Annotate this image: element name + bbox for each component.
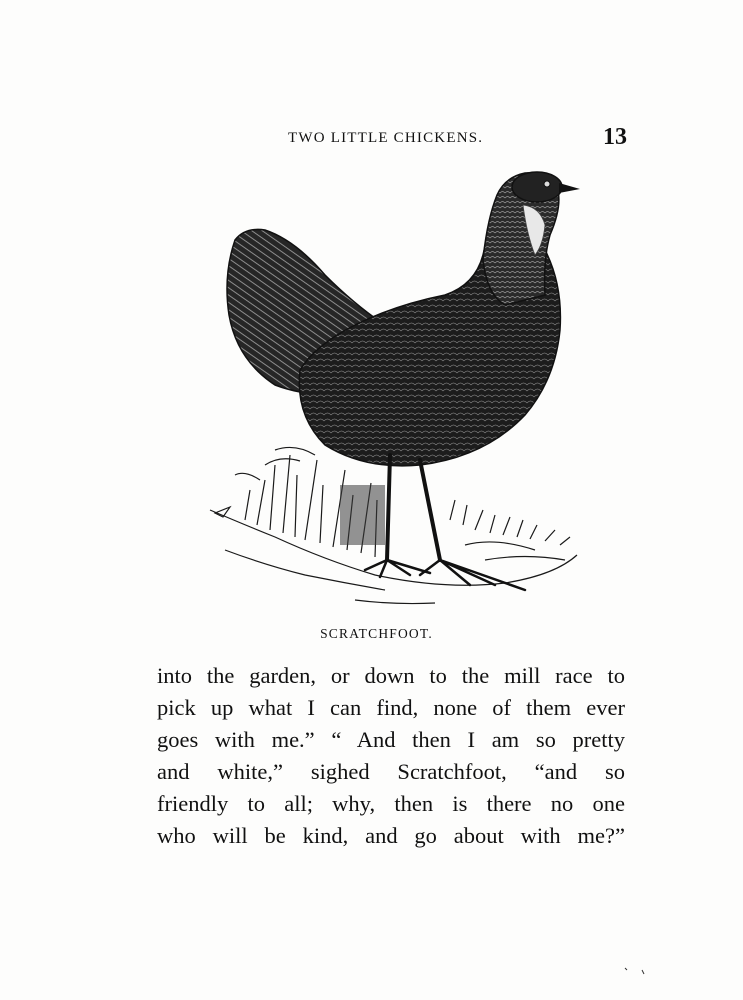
text-line: and white,” sighed Scratchfoot, “and so [157,759,625,784]
hen-legs [387,455,440,560]
page-number: 13 [603,124,627,150]
hen-eye [544,181,550,187]
body-paragraph [157,660,625,852]
text-line: pick up what I can find, none of them ever [157,695,625,720]
text-line: goes with me.” “ And then I am so pretty [157,727,625,752]
text-line: friendly to all; why, then is there no one [157,791,625,816]
hen-illustration [205,165,590,615]
grass-shadow [340,485,385,545]
hen-head [512,172,562,202]
running-head: TWO LITTLE CHICKENS. [288,130,484,146]
hen-beak [559,183,580,193]
ground-grass [210,447,577,603]
text-line: into the garden, or down to the mill race to [157,663,625,688]
illustration-caption: SCRATCHFOOT. [320,626,433,641]
hen-feet [365,560,525,590]
text-line: who will be kind, and go about with me?” [157,823,625,848]
paper-specks [620,960,660,980]
